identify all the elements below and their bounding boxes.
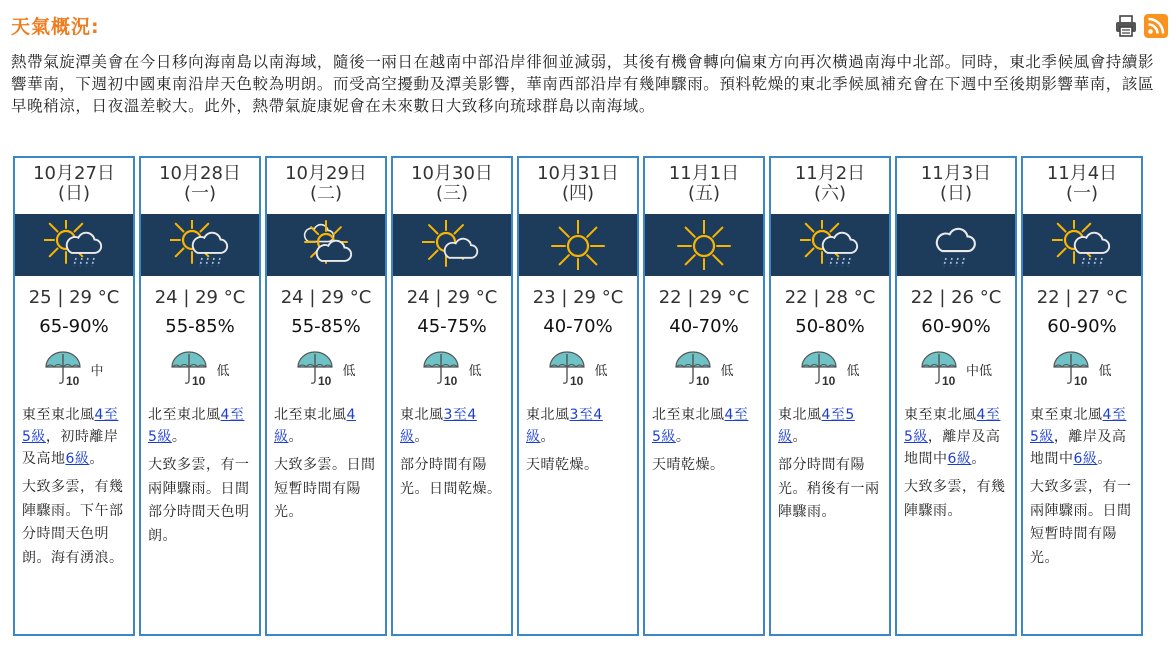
weather-icon-band — [519, 214, 637, 276]
wind-forecast — [1023, 404, 1141, 470]
wind-text: 。 — [792, 429, 807, 445]
psr-label: 中低 — [965, 363, 992, 379]
wind-scale-link[interactable]: 4至5級 — [904, 407, 1001, 445]
svg-text:10: 10 — [192, 374, 206, 387]
wind-text: 東北風 — [526, 407, 570, 423]
rain-probability — [519, 342, 637, 396]
weather-icon-band — [141, 214, 259, 276]
weather-icon-band — [267, 214, 385, 276]
wind-text: 。 — [971, 451, 986, 467]
date-label: 10月29日 — [285, 163, 367, 184]
umbrella-icon — [674, 351, 716, 387]
psr-label: 低 — [342, 363, 356, 379]
wind-scale-link[interactable]: 6級 — [65, 451, 90, 467]
forecast-date — [141, 158, 259, 214]
rain-probability — [771, 342, 889, 396]
rain-probability — [1023, 342, 1141, 396]
date-label: 11月1日 — [668, 163, 740, 184]
relative-humidity: 55-85% — [291, 316, 361, 337]
wind-text: 東北風 — [400, 407, 444, 423]
weather-description: 部分時間有陽光。稍後有一兩陣驟雨。 — [778, 457, 880, 520]
sun-cloud-rain-icon — [170, 220, 230, 270]
wind-text: ，初時離岸及高地 — [22, 429, 119, 467]
rain-probability — [393, 342, 511, 396]
sun-cloud-icon — [422, 220, 482, 270]
weather-icon-band — [393, 214, 511, 276]
sun-clouds-icon — [296, 220, 356, 270]
date-label: 10月27日 — [33, 163, 115, 184]
temperature-range: 22 | 28 °C — [784, 287, 876, 308]
wind-text: 東至東北風 — [22, 407, 95, 423]
forecast-grid — [13, 156, 1143, 636]
wind-scale-link[interactable]: 4至5級 — [148, 407, 245, 445]
weather-description: 大致多雲，有一兩陣驟雨。日間短暫時間有陽光。 — [1030, 479, 1132, 566]
svg-text:10: 10 — [444, 374, 458, 387]
temperature-range: 22 | 26 °C — [910, 287, 1002, 308]
forecast-date — [393, 158, 511, 214]
weekday-label: (四) — [561, 183, 595, 204]
temperature-range: 24 | 29 °C — [406, 287, 498, 308]
relative-humidity: 50-80% — [795, 316, 865, 337]
psr-label: 低 — [720, 363, 734, 379]
wind-forecast — [15, 404, 133, 470]
umbrella-icon — [1052, 351, 1094, 387]
temperature-range: 23 | 29 °C — [532, 287, 624, 308]
svg-text:10: 10 — [570, 374, 584, 387]
sun-cloud-rain-icon — [800, 220, 860, 270]
wind-text: ，離岸及高地間中 — [904, 429, 1001, 467]
weekday-label: (五) — [687, 183, 721, 204]
relative-humidity: 40-70% — [543, 316, 613, 337]
date-label: 10月28日 — [159, 163, 241, 184]
weekday-label: (一) — [183, 183, 217, 204]
weekday-label: (三) — [435, 183, 469, 204]
svg-text:10: 10 — [822, 374, 836, 387]
wind-text: 東至東北風 — [1030, 407, 1103, 423]
weather-icon-band — [897, 214, 1015, 276]
weekday-label: (六) — [813, 183, 847, 204]
wind-scale-link[interactable]: 4至5級 — [652, 407, 749, 445]
date-label: 10月30日 — [411, 163, 493, 184]
rain-probability — [645, 342, 763, 396]
wind-scale-link[interactable]: 6級 — [1073, 451, 1098, 467]
wind-text: ，離岸及高地間中 — [1030, 429, 1127, 467]
wind-text: 東至東北風 — [904, 407, 977, 423]
cloud-rain-icon — [926, 220, 986, 270]
forecast-day — [139, 156, 261, 636]
forecast-day — [391, 156, 513, 636]
psr-label: 低 — [594, 363, 608, 379]
rain-probability — [897, 342, 1015, 396]
forecast-day — [517, 156, 639, 636]
weather-description: 大致多雲，有一兩陣驟雨。日間部分時間天色明朗。 — [148, 457, 250, 544]
relative-humidity: 65-90% — [39, 316, 109, 337]
temperature-range: 22 | 29 °C — [658, 287, 750, 308]
umbrella-icon — [422, 351, 464, 387]
date-label: 11月4日 — [1046, 163, 1118, 184]
wind-text: 。 — [1097, 451, 1112, 467]
wind-scale-link[interactable]: 3至4級 — [526, 407, 603, 445]
wind-text: 北至東北風 — [652, 407, 725, 423]
forecast-date — [519, 158, 637, 214]
weekday-label: (二) — [309, 183, 343, 204]
umbrella-icon — [920, 351, 962, 387]
sun-cloud-rain-icon — [44, 220, 104, 270]
forecast-date — [645, 158, 763, 214]
umbrella-icon — [800, 351, 842, 387]
forecast-summary: 熱帶氣旋潭美會在今日移向海南島以南海域，隨後一兩日在越南中部沿岸徘徊並減弱，其後有機會轉向偏東方向再次橫過南海中北部。同時，東北季候風會持續影響華南，下週初中國東南沿岸天色較為明朗。而受高空擾動及潭美影響，華南西部沿岸有幾陣驟雨。預料乾燥的東北季候風補充會在下週中至後期影響華南，該區早晚稍涼，日夜溫差較大。此外，熱帶氣旋康妮會在未來數日大致移向琉球群島以南海域。 — [11, 53, 1155, 115]
weather-icon-band — [645, 214, 763, 276]
forecast-date — [267, 158, 385, 214]
temperature-range: 24 | 29 °C — [280, 287, 372, 308]
wind-scale-link[interactable]: 4至5級 — [778, 407, 855, 445]
wind-text: 北至東北風 — [148, 407, 221, 423]
wind-text: 。 — [540, 429, 555, 445]
wind-forecast — [771, 404, 889, 448]
forecast-day — [643, 156, 765, 636]
forecast-day — [1021, 156, 1143, 636]
weather-description: 大致多雲。日間短暫時間有陽光。 — [274, 457, 376, 520]
wind-text: 北至東北風 — [274, 407, 347, 423]
weather-description: 天晴乾燥。 — [526, 457, 599, 473]
date-label: 11月2日 — [794, 163, 866, 184]
forecast-day — [265, 156, 387, 636]
psr-label: 低 — [468, 363, 482, 379]
relative-humidity: 45-75% — [417, 316, 487, 337]
page-title: 天氣概況: — [11, 16, 100, 38]
umbrella-icon — [548, 351, 590, 387]
forecast-date — [1023, 158, 1141, 214]
relative-humidity: 60-90% — [921, 316, 991, 337]
weekday-label: (日) — [939, 183, 973, 204]
sun-cloud-rain-icon — [1052, 220, 1112, 270]
wind-scale-link[interactable]: 6級 — [947, 451, 972, 467]
wind-text: 。 — [414, 429, 429, 445]
wind-scale-link[interactable]: 3至4級 — [400, 407, 477, 445]
wind-scale-link[interactable]: 4至5級 — [22, 407, 119, 445]
rain-probability — [141, 342, 259, 396]
wind-text: 。 — [171, 429, 187, 445]
wind-text: 。 — [288, 429, 303, 445]
relative-humidity: 40-70% — [669, 316, 739, 337]
weather-icon-band — [1023, 214, 1141, 276]
weather-description: 天晴乾燥。 — [652, 457, 725, 473]
wind-forecast — [645, 404, 763, 448]
weather-icon-band — [771, 214, 889, 276]
forecast-date — [771, 158, 889, 214]
forecast-date — [897, 158, 1015, 214]
temperature-range: 25 | 29 °C — [28, 287, 120, 308]
relative-humidity: 60-90% — [1047, 316, 1117, 337]
printer-icon[interactable] — [1114, 14, 1138, 38]
svg-text:10: 10 — [941, 374, 956, 387]
svg-text:10: 10 — [318, 374, 332, 387]
weather-description: 大致多雲，有幾陣驟雨。 — [904, 479, 1006, 519]
weekday-label: (一) — [1065, 183, 1099, 204]
relative-humidity: 55-85% — [165, 316, 235, 337]
wind-forecast — [519, 404, 637, 448]
psr-label: 低 — [1098, 363, 1112, 379]
wind-scale-link[interactable]: 4級 — [274, 407, 356, 445]
date-label: 10月31日 — [537, 163, 619, 184]
wind-text: 。 — [89, 451, 104, 467]
svg-text:10: 10 — [696, 374, 710, 387]
umbrella-icon — [170, 351, 212, 387]
wind-forecast — [393, 404, 511, 448]
weather-description: 部分時間有陽光。日間乾燥。 — [400, 457, 502, 497]
weather-description: 大致多雲，有幾陣驟雨。下午部分時間天色明朗。海有湧浪。 — [22, 479, 124, 566]
weather-icon-band — [15, 214, 133, 276]
umbrella-icon — [296, 351, 338, 387]
wind-scale-link[interactable]: 4至5級 — [1030, 407, 1127, 445]
date-label: 11月3日 — [920, 163, 992, 184]
wind-forecast — [267, 404, 385, 448]
forecast-day — [769, 156, 891, 636]
rain-probability — [267, 342, 385, 396]
forecast-day — [895, 156, 1017, 636]
toolbar — [1114, 14, 1168, 38]
forecast-date — [15, 158, 133, 214]
sun-icon — [548, 220, 608, 270]
forecast-day — [13, 156, 135, 636]
rss-icon[interactable] — [1144, 14, 1168, 38]
psr-label: 低 — [216, 363, 230, 379]
umbrella-icon — [44, 351, 86, 387]
wind-text: 。 — [675, 429, 691, 445]
wind-text: 東北風 — [778, 407, 822, 423]
svg-text:10: 10 — [1074, 374, 1088, 387]
wind-forecast — [897, 404, 1015, 470]
sun-icon — [674, 220, 734, 270]
svg-text:10: 10 — [66, 374, 80, 387]
psr-label: 中 — [90, 363, 104, 379]
rain-probability — [15, 342, 133, 396]
temperature-range: 22 | 27 °C — [1036, 287, 1128, 308]
wind-forecast — [141, 404, 259, 448]
psr-label: 低 — [846, 363, 860, 379]
temperature-range: 24 | 29 °C — [154, 287, 246, 308]
weekday-label: (日) — [57, 183, 91, 204]
